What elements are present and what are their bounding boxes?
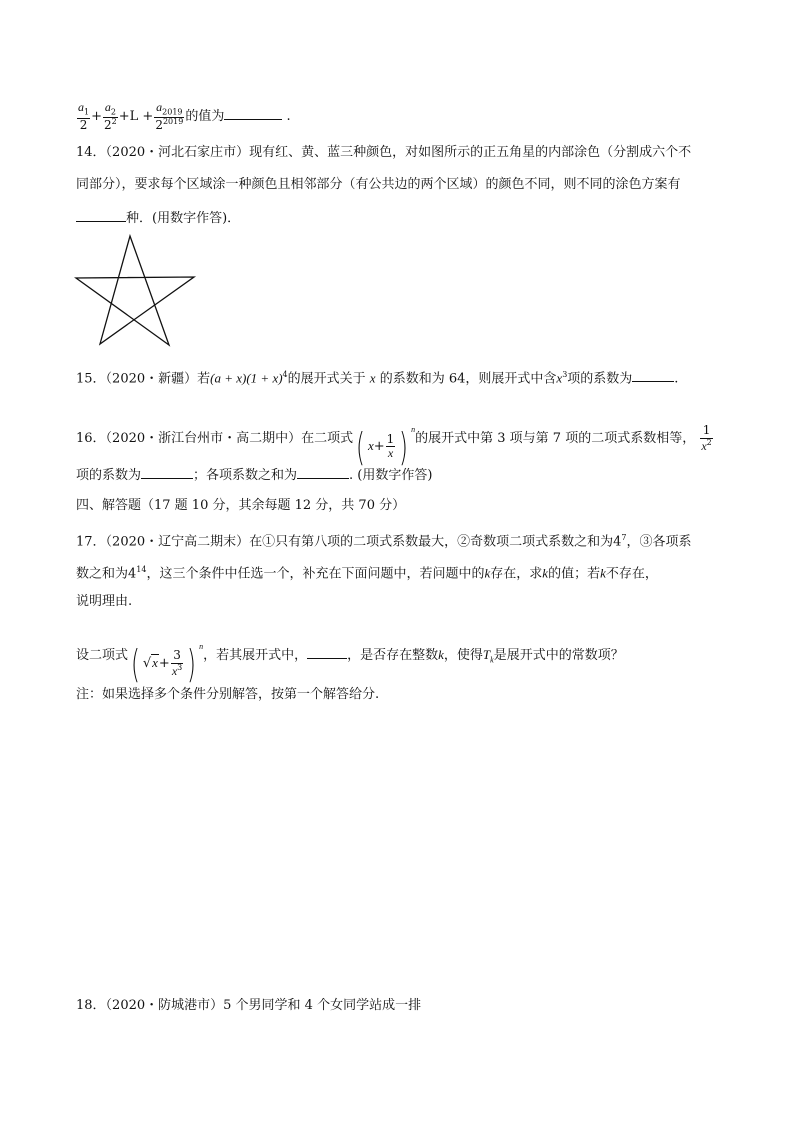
binomial-expression: ( x+ $\frac{1}{x}$ ) $^n$ — [356, 424, 416, 469]
q14-line-2: 同部分），要求每个区域涂一种颜色且相邻部分（有公共边的两个区域）的颜色不同，则不同的涂色方案有 — [76, 177, 681, 192]
q17-line-3: 说明理由. — [76, 594, 133, 609]
q14-line-1: 14．（2020・河北石家庄市）现有红、黄、蓝三种颜色，对如图所示的正五角星的内部涂色（分割成六个不 — [76, 145, 692, 160]
q18-line: 18．（2020・防城港市）5 个男同学和 4 个女同学站成一排 — [76, 998, 422, 1013]
q13-tail-line: $\frac{a_1}{2}$ + $\frac{a_2}{2^2}$ +L + $\frac{a_{2019}}{2^{2019}}$ 的值为 . — [78, 99, 291, 132]
q17-line-1: 17．（2020・辽宁高二期末）在①只有第八项的二项式系数最大，②奇数项二项式系数之和为$4^7$，③各项系 — [76, 533, 692, 550]
q17-note: 注：如果选择多个条件分别解答，按第一个解答给分. — [76, 687, 380, 702]
answer-blank[interactable] — [141, 464, 193, 479]
series-ellipsis: L — [129, 109, 139, 124]
pentagram-star — [76, 236, 194, 345]
q17-setup-line: 设二项式( √x+ $\frac{3}{x^3}$ ) $^n$，若其展开式中， ，是否存在整数k，使得$T_k$是展开式中的常数项？ — [76, 625, 624, 686]
sqrt-x: √x — [142, 655, 158, 671]
answer-blank[interactable] — [297, 464, 349, 479]
binomial-expression: ( √x+ $\frac{3}{x^3}$ ) $^n$ — [130, 641, 204, 686]
q14-line-3: 种．(用数字作答)． — [76, 207, 240, 229]
pentagram-figure — [70, 232, 200, 350]
answer-blank[interactable] — [632, 367, 674, 382]
section-title: 四、解答题（17 题 10 分，其余每题 12 分，共 70 分） — [76, 498, 406, 513]
answer-blank[interactable] — [76, 207, 126, 222]
q17-line-2: 数之和为$4^{14}$，这三个条件中任选一个，补充在下面问题中，若问题中的k存在，求k的值；若k不存在， — [76, 565, 658, 582]
reciprocal-x-squared: $\frac{1}{x^2}$ — [701, 423, 712, 453]
series-term-last: $\frac{a_{2019}}{2^{2019}}$ — [155, 99, 184, 132]
q16-line-1: 16．（2020・浙江台州市・高二期中）在二项式( x+ $\frac{1}{x}$ ) $^n$的展开式中第 3 项与第 7 项的二项式系数相等， $\frac{1}{x^2}$ — [76, 410, 714, 467]
condition-blank[interactable] — [307, 644, 347, 659]
series-term-1: $\frac{a_1}{2}$ — [78, 100, 90, 132]
series-term-2: $\frac{a_2}{2^2}$ — [104, 99, 117, 132]
q15-line: 15．（2020・新疆）若$(a + x)(1 + x)^4$的展开式关于 x 的系数和为 64，则展开式中含$x^3$项的系数为 . — [76, 365, 678, 389]
q16-line-2: 项的系数为 ；各项系数之和为 . (用数字作答) — [76, 464, 432, 486]
answer-blank[interactable] — [224, 105, 282, 120]
